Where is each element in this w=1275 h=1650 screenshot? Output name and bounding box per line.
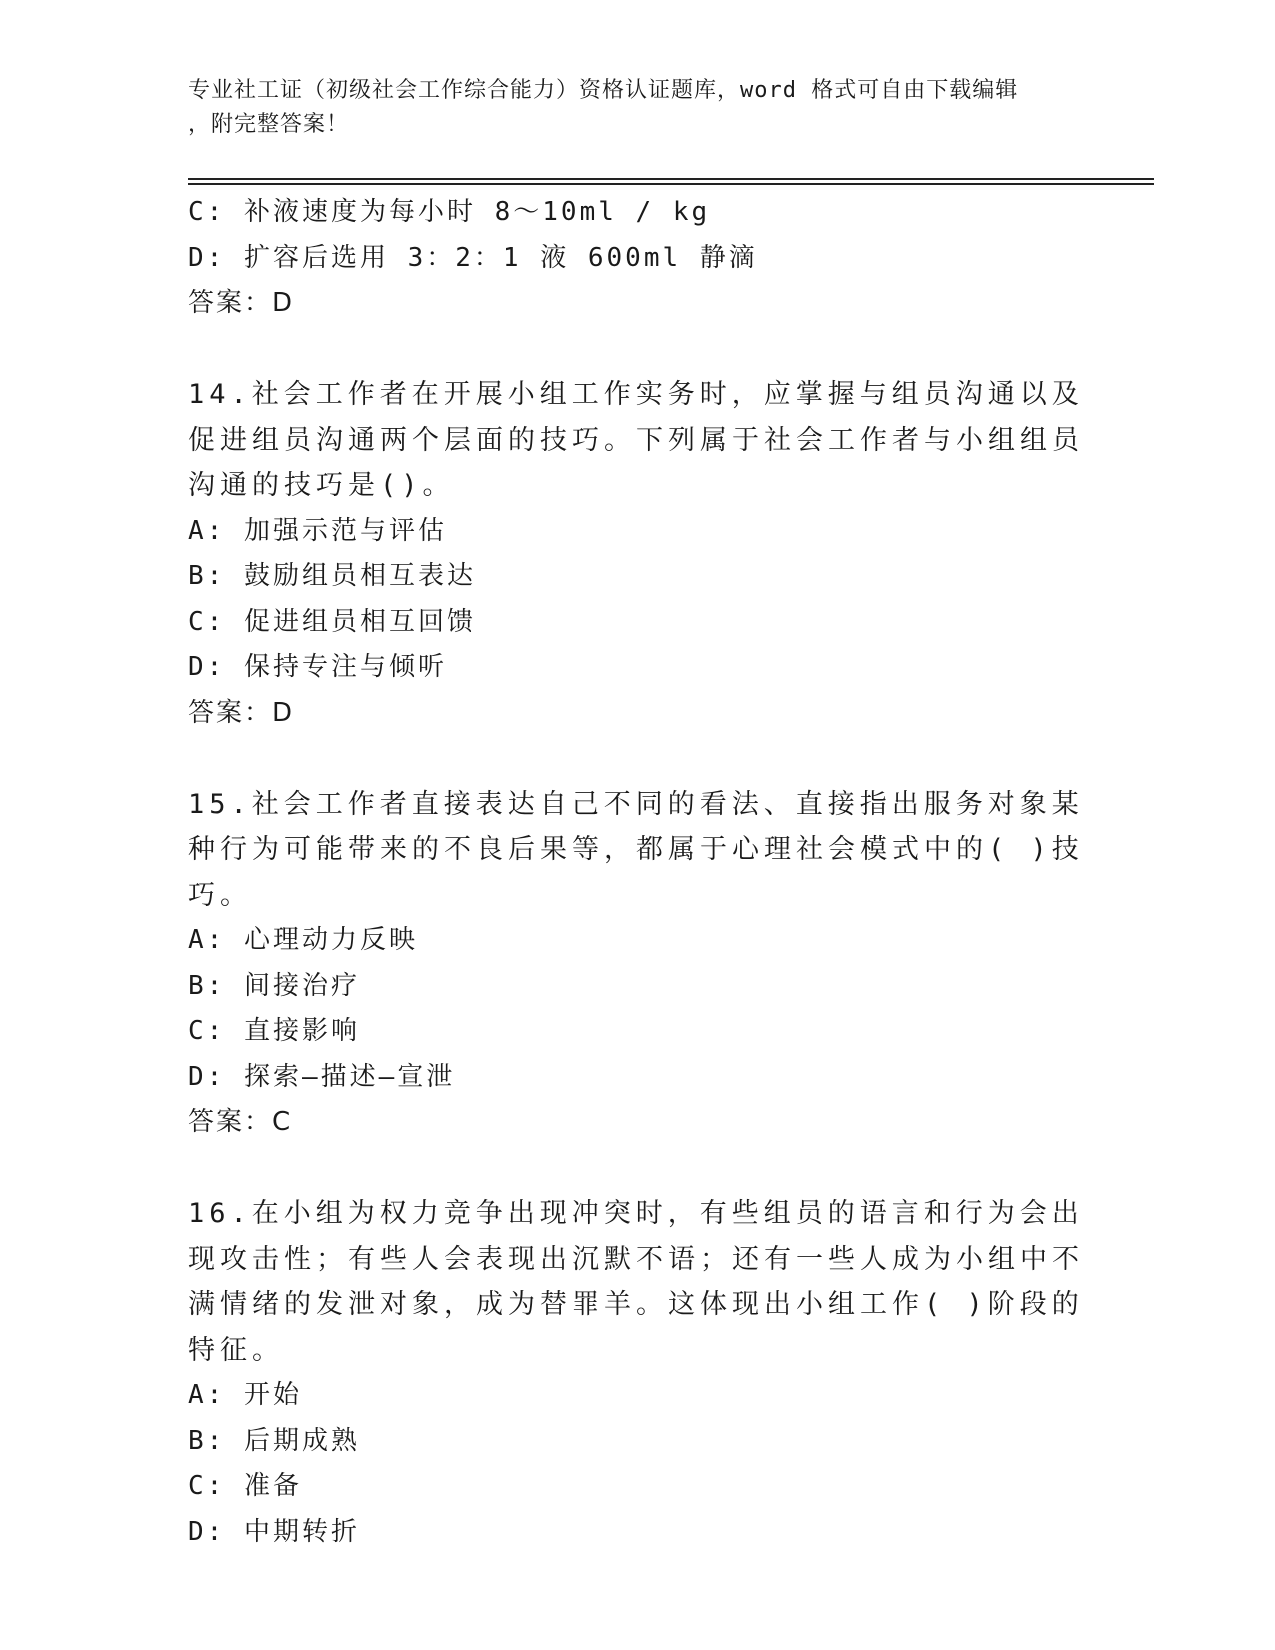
option-a: A: 加强示范与评估 [188, 515, 447, 546]
document-header: 专业社工证（初级社会工作综合能力）资格认证题库，word 格式可自由下载编辑 ，附完整答案！ [188, 78, 1019, 137]
option-c: C: 直接影响 [188, 1016, 360, 1046]
option-d: D: 中期转折 [188, 1516, 360, 1547]
option-b: B: 后期成熟 [188, 1425, 360, 1456]
document-body [188, 190, 1088, 1555]
answer-line: 答案：D [188, 697, 295, 728]
question-stem: 14.社会工作者在开展小组工作实务时，应掌握与组员沟通以及促进组员沟通两个层面的技巧。下列属于社会工作者与小组组员沟通的技巧是()。 [188, 379, 1084, 501]
option-c: C: 准备 [188, 1471, 302, 1501]
option-d: D: 保持专注与倾听 [188, 652, 447, 682]
option-d: D: 扩容后选用 3：2：1 液 600ml 静滴 [188, 242, 758, 273]
question-15 [188, 782, 1088, 1146]
previous-question-tail [188, 190, 1088, 327]
option-d: D: 探索—描述—宣泄 [188, 1061, 456, 1092]
option-c: C: 补液速度为每小时 8～10ml / kg [188, 197, 711, 227]
answer-line: 答案：C [188, 1107, 293, 1137]
option-b: B: 鼓励组员相互表达 [188, 561, 476, 591]
option-b: B: 间接治疗 [188, 970, 360, 1001]
option-a: A: 心理动力反映 [188, 925, 418, 955]
option-c: C: 促进组员相互回馈 [188, 606, 476, 637]
question-16 [188, 1191, 1088, 1555]
question-stem: 16.在小组为权力竞争出现冲突时，有些组员的语言和行为会出现攻击性；有些人会表现出沉默不语；还有一些人成为小组中不满情绪的发泄对象，成为替罪羊。这体现出小组工作( )阶段的特征。 [188, 1198, 1084, 1366]
question-14 [188, 372, 1088, 736]
header-rule-top [188, 178, 1154, 180]
header-rule-bottom [188, 183, 1154, 185]
question-stem: 15.社会工作者直接表达自己不同的看法、直接指出服务对象某种行为可能带来的不良后果等，都属于心理社会模式中的( )技巧。 [188, 788, 1084, 911]
option-a: A: 开始 [188, 1380, 302, 1410]
answer-line: 答案：D [188, 288, 295, 318]
